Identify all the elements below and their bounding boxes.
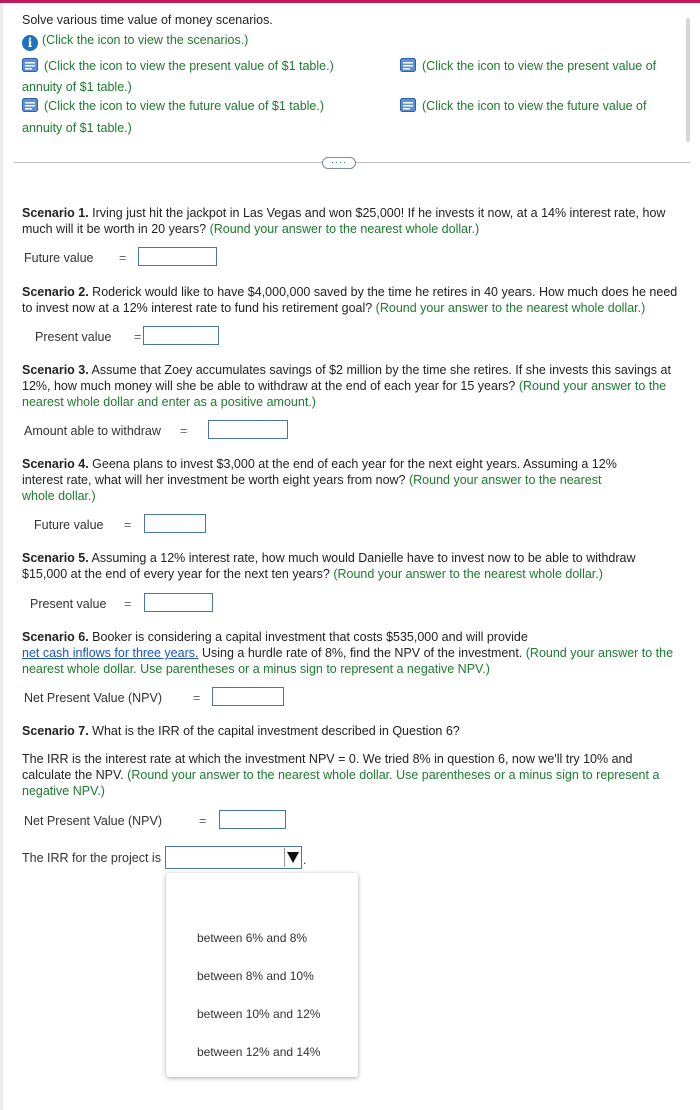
table-doc-icon[interactable] xyxy=(400,58,416,72)
scenario-5-text-cont xyxy=(22,566,603,582)
scenario-6-hint-2: nearest whole dollar. Use parentheses or a minus sign to represent a negative NPV.) xyxy=(22,662,490,676)
scenario-4-text-2: interest rate, what will her investment be worth eight years from now? xyxy=(22,473,409,487)
scenario-6-text-1: Booker is considering a capital investment that costs $535,000 and will provide xyxy=(88,630,528,644)
scenario-1-text-cont xyxy=(22,221,479,237)
scenario-2-text-1: Roderick would like to have $4,000,000 saved by the time he retires in 40 years. How much does he need xyxy=(88,285,678,299)
irr-dropdown-menu xyxy=(166,873,358,1077)
irr-option[interactable]: between 8% and 10% xyxy=(197,969,314,983)
future-value-label: Future value xyxy=(34,518,104,532)
scenario-5-text xyxy=(22,550,636,566)
equals-sign: = xyxy=(119,251,127,265)
irr-option[interactable]: between 6% and 8% xyxy=(197,931,308,945)
amount-withdraw-label: Amount able to withdraw xyxy=(24,424,161,438)
scenario-7-npv-input[interactable] xyxy=(219,810,286,829)
fv-annuity-link[interactable] xyxy=(400,98,646,114)
intro-text: Solve various time value of money scenarios. xyxy=(22,13,273,27)
scenario-6-label: Scenario 6. xyxy=(22,630,89,644)
top-accent-bar xyxy=(0,0,700,3)
scenario-6-hint-1: (Round your answer to the xyxy=(525,646,674,660)
scenario-7-hint-2: negative NPV.) xyxy=(22,784,105,798)
irr-explanation-1: The IRR is the interest rate at which the investment NPV = 0. We tried 8% in question 6, now we'll try 10% and xyxy=(22,752,633,766)
pv-table-link-label: (Click the icon to view the present value of $1 table.) xyxy=(44,59,334,73)
scenario-6-text-cont xyxy=(22,645,673,661)
dropdown-arrow-icon[interactable] xyxy=(284,848,300,867)
present-value-label: Present value xyxy=(35,330,112,344)
scenario-4-text-cont xyxy=(22,472,601,488)
scenario-2-text-2: to invest now at a 12% interest rate to fund his retirement goal? xyxy=(22,301,376,315)
scenario-2-text xyxy=(22,284,677,300)
equals-sign: = xyxy=(193,691,201,705)
more-button[interactable]: ···· xyxy=(322,157,356,169)
scenario-1-hint: (Round your answer to the nearest whole dollar.) xyxy=(209,222,480,236)
equals-sign: = xyxy=(199,814,207,828)
scenario-4-text-1: Geena plans to invest $3,000 at the end of each year for the next eight years. Assuming a 12% xyxy=(88,457,617,471)
scenario-1-text xyxy=(22,205,665,221)
table-doc-icon[interactable] xyxy=(22,58,38,72)
scenario-4-text xyxy=(22,456,617,472)
irr-explanation-2-text: calculate the NPV. xyxy=(22,768,128,782)
scenario-2-hint: (Round your answer to the nearest whole dollar.) xyxy=(375,301,646,315)
table-doc-icon[interactable] xyxy=(22,98,38,112)
scenario-3-text xyxy=(22,362,671,378)
scenario-6-text-2: Using a hurdle rate of 8%, find the NPV of the investment. xyxy=(198,646,526,660)
table-doc-icon[interactable] xyxy=(400,98,416,112)
scenario-3-text-2: 12%, how much money will she be able to withdraw at the end of each year for 15 years? xyxy=(22,379,519,393)
scenario-2-text-cont xyxy=(22,300,645,316)
pv-annuity-link-cont[interactable]: annuity of $1 table.) xyxy=(22,80,132,94)
scenario-1-label: Scenario 1. xyxy=(22,206,89,220)
npv-label: Net Present Value (NPV) xyxy=(24,814,163,828)
pv-annuity-link[interactable] xyxy=(400,58,656,74)
scenario-1-text-2: much will it be worth in 20 years? xyxy=(22,222,210,236)
scenario-7-hint-1: (Round your answer to the nearest whole dollar. Use parentheses or a minus sign to represent a xyxy=(127,768,660,782)
equals-sign: = xyxy=(180,424,188,438)
net-cash-inflows-link[interactable]: net cash inflows for three years. xyxy=(22,646,199,660)
scenario-3-withdraw-input[interactable] xyxy=(208,420,288,439)
irr-label: The IRR for the project is xyxy=(22,851,161,865)
scenario-4-label: Scenario 4. xyxy=(22,457,89,471)
irr-explanation-2 xyxy=(22,767,659,783)
equals-sign: = xyxy=(124,597,132,611)
scenario-1-text-1: Irving just hit the jackpot in Las Vegas and won $25,000! If he invests it now, at a 14% interest rate, how xyxy=(88,206,666,220)
irr-option[interactable]: between 10% and 12% xyxy=(197,1007,321,1021)
pv-annuity-link-label: (Click the icon to view the present value of xyxy=(422,59,657,73)
future-value-label: Future value xyxy=(24,251,94,265)
scenario-3-hint-2: nearest whole dollar and enter as a positive amount.) xyxy=(22,395,316,409)
fv-annuity-link-cont[interactable]: annuity of $1 table.) xyxy=(22,121,132,135)
fv-annuity-link-label: (Click the icon to view the future value of xyxy=(422,99,647,113)
scenario-3-label: Scenario 3. xyxy=(22,363,89,377)
scenario-7-question: What is the IRR of the capital investment described in Question 6? xyxy=(88,724,460,738)
scenarios-link-label: (Click the icon to view the scenarios.) xyxy=(42,33,249,47)
scenario-3-text-1: Assume that Zoey accumulates savings of $2 million by the time she retires. If she invests this savings at xyxy=(88,363,671,377)
scenario-1-future-value-input[interactable] xyxy=(138,247,217,266)
fv-table-link[interactable] xyxy=(22,98,324,114)
scenario-5-text-2: $15,000 at the end of every year for the next ten years? xyxy=(22,567,334,581)
equals-sign: = xyxy=(124,518,132,532)
scenario-7-text xyxy=(22,723,460,739)
scrollbar[interactable] xyxy=(686,18,690,142)
present-value-label: Present value xyxy=(30,597,107,611)
irr-option[interactable]: between 12% and 14% xyxy=(197,1045,321,1059)
scenario-2-label: Scenario 2. xyxy=(22,285,89,299)
scenario-6-text xyxy=(22,629,528,645)
scenarios-link[interactable] xyxy=(22,32,248,51)
left-margin-rule xyxy=(0,3,3,1110)
scenario-6-npv-input[interactable] xyxy=(212,687,284,706)
fv-table-link-label: (Click the icon to view the future value of $1 table.) xyxy=(44,99,325,113)
equals-sign: = xyxy=(134,330,142,344)
scenario-4-hint-1: (Round your answer to the nearest xyxy=(408,473,602,487)
info-icon[interactable]: i xyxy=(22,35,38,51)
irr-period: . xyxy=(303,853,307,867)
scenario-5-label: Scenario 5. xyxy=(22,551,89,565)
scenario-5-hint: (Round your answer to the nearest whole dollar.) xyxy=(333,567,603,581)
scenario-2-present-value-input[interactable] xyxy=(143,326,219,345)
scenario-4-hint-2: whole dollar.) xyxy=(22,489,96,503)
npv-label: Net Present Value (NPV) xyxy=(24,691,163,705)
scenario-7-label: Scenario 7. xyxy=(22,724,89,738)
scenario-3-text-cont xyxy=(22,378,666,394)
scenario-5-text-1: Assuming a 12% interest rate, how much would Danielle have to invest now to be able to withdraw xyxy=(88,551,636,565)
irr-select[interactable] xyxy=(165,846,302,869)
scenario-4-future-value-input[interactable] xyxy=(144,514,206,533)
scenario-3-hint-1: (Round your answer to the xyxy=(518,379,667,393)
pv-table-link[interactable] xyxy=(22,58,334,74)
scenario-5-present-value-input[interactable] xyxy=(144,593,213,612)
